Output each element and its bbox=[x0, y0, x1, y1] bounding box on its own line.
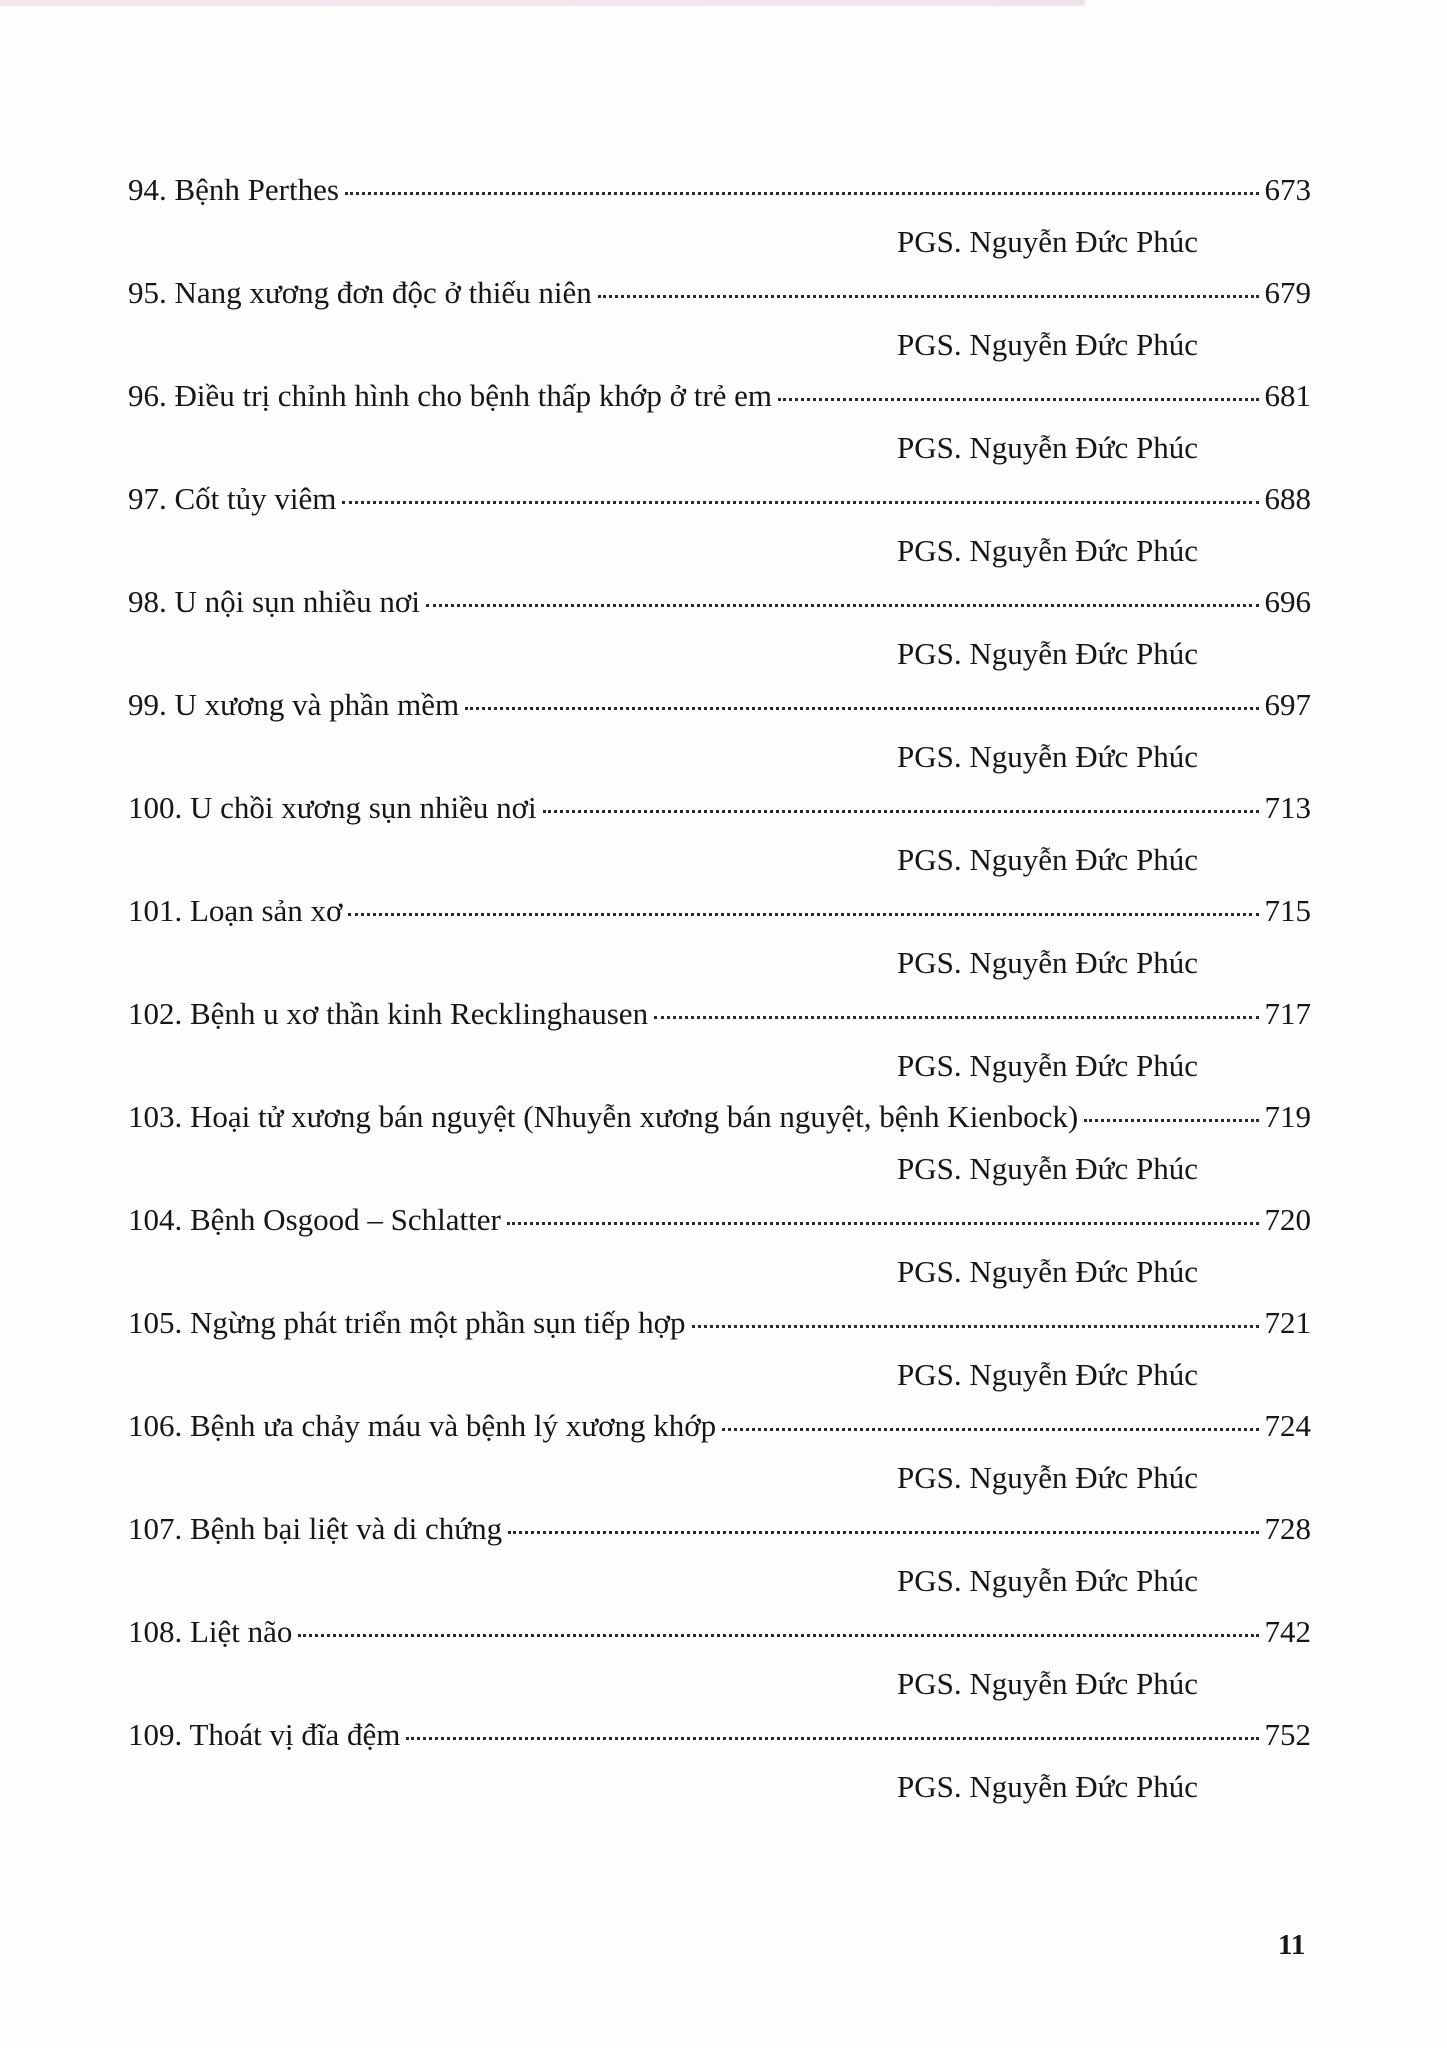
toc-entry-title-text: Bệnh ưa chảy máu và bệnh lý xương khớp bbox=[190, 1408, 717, 1443]
toc-entry-number: 95. bbox=[128, 275, 167, 310]
toc-entry-title-text: Cốt tủy viêm bbox=[174, 481, 337, 516]
toc-entry-title-text: Bệnh u xơ thần kinh Recklinghausen bbox=[190, 996, 649, 1031]
toc-entry bbox=[128, 1400, 1311, 1503]
toc-entry-number: 105. bbox=[128, 1305, 183, 1340]
toc-entry-line[interactable] bbox=[128, 473, 1311, 525]
toc-entry-author: PGS. Nguyễn Đức Phúc bbox=[897, 1769, 1198, 1804]
toc-entry-line[interactable] bbox=[128, 988, 1311, 1040]
toc-entry-line[interactable] bbox=[128, 679, 1311, 731]
toc-entry bbox=[128, 988, 1311, 1091]
toc-entry-line[interactable] bbox=[128, 885, 1311, 937]
toc-entry-author: PGS. Nguyễn Đức Phúc bbox=[897, 842, 1198, 877]
dot-leader bbox=[692, 1325, 1259, 1328]
toc-entry bbox=[128, 576, 1311, 679]
toc-entry-title bbox=[128, 1606, 292, 1658]
toc-entry-page: 728 bbox=[1264, 1511, 1311, 1546]
dot-leader bbox=[348, 913, 1258, 916]
toc-entry-title bbox=[128, 1503, 502, 1555]
toc-entry-title-text: Thoát vị đĩa đệm bbox=[189, 1717, 401, 1752]
toc-entry-line[interactable] bbox=[128, 370, 1311, 422]
toc-entry-number: 109. bbox=[128, 1717, 183, 1752]
toc-entry-author: PGS. Nguyễn Đức Phúc bbox=[897, 1563, 1198, 1598]
toc-entry bbox=[128, 1194, 1311, 1297]
dot-leader bbox=[543, 810, 1259, 813]
toc-entry-author: PGS. Nguyễn Đức Phúc bbox=[897, 1357, 1198, 1392]
toc-entry-number: 107. bbox=[128, 1511, 183, 1546]
toc-entry-number: 102. bbox=[128, 996, 183, 1031]
toc-entry-title bbox=[128, 1297, 686, 1349]
toc-entry-page: 696 bbox=[1264, 584, 1311, 619]
toc-entry-page: 720 bbox=[1264, 1202, 1311, 1237]
dot-leader bbox=[507, 1222, 1259, 1225]
toc-entry-title bbox=[128, 988, 648, 1040]
toc-entry-line[interactable] bbox=[128, 1709, 1311, 1761]
toc-entry-line[interactable] bbox=[128, 1606, 1311, 1658]
toc-entry-line[interactable] bbox=[128, 576, 1311, 628]
dot-leader bbox=[778, 398, 1258, 401]
toc-entry-title-text: U xương và phần mềm bbox=[174, 687, 460, 722]
toc-entry-page: 688 bbox=[1264, 481, 1311, 516]
page-number: 11 bbox=[1278, 1929, 1306, 1961]
toc-entry bbox=[128, 1297, 1311, 1400]
toc-entry-author: PGS. Nguyễn Đức Phúc bbox=[897, 1254, 1198, 1289]
toc-entry bbox=[128, 782, 1311, 885]
toc-entry-title-text: Hoại tử xương bán nguyệt (Nhuyễn xương bán nguyệt, bệnh Kienbock) bbox=[190, 1099, 1079, 1134]
toc-entry-number: 97. bbox=[128, 481, 167, 516]
toc-entry-page: 724 bbox=[1264, 1408, 1311, 1443]
toc-entry-title bbox=[128, 1194, 501, 1246]
toc-entry-page: 752 bbox=[1264, 1717, 1311, 1752]
toc-entry-line[interactable] bbox=[128, 1297, 1311, 1349]
toc-entry-title bbox=[128, 1400, 716, 1452]
toc-entry-number: 104. bbox=[128, 1202, 183, 1237]
dot-leader bbox=[342, 501, 1258, 504]
toc-entry-title-text: Ngừng phát triển một phần sụn tiếp hợp bbox=[190, 1305, 686, 1340]
toc-entry-title bbox=[128, 1091, 1078, 1143]
toc-entry-title bbox=[128, 679, 459, 731]
toc-entry-author: PGS. Nguyễn Đức Phúc bbox=[897, 533, 1198, 568]
toc-entry-page: 697 bbox=[1264, 687, 1311, 722]
toc-entry-title bbox=[128, 885, 342, 937]
toc-entry-author: PGS. Nguyễn Đức Phúc bbox=[897, 430, 1198, 465]
toc-entry-line[interactable] bbox=[128, 1503, 1311, 1555]
toc-entry-line[interactable] bbox=[128, 164, 1311, 216]
toc-entry-page: 719 bbox=[1264, 1099, 1311, 1134]
toc-entry-title-text: Bệnh Perthes bbox=[174, 172, 339, 207]
toc-entry bbox=[128, 1709, 1311, 1812]
toc-entry-number: 106. bbox=[128, 1408, 183, 1443]
toc-entry bbox=[128, 1503, 1311, 1606]
dot-leader bbox=[406, 1737, 1258, 1740]
dot-leader bbox=[654, 1016, 1258, 1019]
dot-leader bbox=[345, 192, 1259, 195]
dot-leader bbox=[465, 707, 1258, 710]
toc-entry-title bbox=[128, 370, 772, 422]
dot-leader bbox=[722, 1428, 1258, 1431]
toc-entry bbox=[128, 164, 1311, 267]
toc-entry bbox=[128, 1606, 1311, 1709]
toc-entry-title bbox=[128, 782, 537, 834]
toc-entry-author: PGS. Nguyễn Đức Phúc bbox=[897, 1666, 1198, 1701]
toc-entry-line[interactable] bbox=[128, 1194, 1311, 1246]
dot-leader bbox=[1084, 1119, 1258, 1122]
toc-entry-author: PGS. Nguyễn Đức Phúc bbox=[897, 224, 1198, 259]
dot-leader bbox=[598, 295, 1259, 298]
toc-entry-title bbox=[128, 267, 592, 319]
toc-entry-page: 713 bbox=[1264, 790, 1311, 825]
toc-entry-author: PGS. Nguyễn Đức Phúc bbox=[897, 636, 1198, 671]
toc-entry-title bbox=[128, 473, 336, 525]
toc-entry-title bbox=[128, 576, 420, 628]
toc-entry-number: 101. bbox=[128, 893, 183, 928]
toc-entry-number: 99. bbox=[128, 687, 167, 722]
toc-entry-number: 108. bbox=[128, 1614, 183, 1649]
toc-entry-page: 681 bbox=[1264, 378, 1311, 413]
toc-entry bbox=[128, 679, 1311, 782]
toc-entry-author: PGS. Nguyễn Đức Phúc bbox=[897, 327, 1198, 362]
toc-entry bbox=[128, 1091, 1311, 1194]
toc-entry-page: 717 bbox=[1264, 996, 1311, 1031]
toc-entry-number: 96. bbox=[128, 378, 167, 413]
toc-entry-number: 100. bbox=[128, 790, 183, 825]
toc-entry-author: PGS. Nguyễn Đức Phúc bbox=[897, 1460, 1198, 1495]
toc-entry-page: 673 bbox=[1264, 172, 1311, 207]
toc-entry-line[interactable] bbox=[128, 1400, 1311, 1452]
toc-entry-title-text: Bệnh bại liệt và di chứng bbox=[190, 1511, 503, 1546]
toc-entry-title-text: Điều trị chỉnh hình cho bệnh thấp khớp ở trẻ em bbox=[174, 378, 773, 413]
toc-entry-page: 715 bbox=[1264, 893, 1311, 928]
toc-entry-author: PGS. Nguyễn Đức Phúc bbox=[897, 739, 1198, 774]
toc-entry-title-text: Nang xương đơn độc ở thiếu niên bbox=[174, 275, 592, 310]
toc-entry-number: 98. bbox=[128, 584, 167, 619]
toc-entry-author: PGS. Nguyễn Đức Phúc bbox=[897, 1151, 1198, 1186]
scan-edge-strip bbox=[0, 0, 1085, 6]
toc-entry-line[interactable] bbox=[128, 782, 1311, 834]
toc-entry-page: 721 bbox=[1264, 1305, 1311, 1340]
toc-entry-title-text: U chồi xương sụn nhiều nơi bbox=[190, 790, 537, 825]
toc-entry-title bbox=[128, 164, 339, 216]
toc-entry-line[interactable] bbox=[128, 267, 1311, 319]
toc-entry-title-text: Liệt não bbox=[190, 1614, 293, 1649]
toc-entry bbox=[128, 370, 1311, 473]
toc-entry bbox=[128, 267, 1311, 370]
toc-entry-title-text: Loạn sản xơ bbox=[190, 893, 343, 928]
dot-leader bbox=[298, 1634, 1258, 1637]
dot-leader bbox=[426, 604, 1259, 607]
toc-entry-author: PGS. Nguyễn Đức Phúc bbox=[897, 1048, 1198, 1083]
dot-leader bbox=[508, 1531, 1258, 1534]
toc-entry-page: 742 bbox=[1264, 1614, 1311, 1649]
toc-entry-title-text: Bệnh Osgood – Schlatter bbox=[190, 1202, 501, 1237]
toc-entry-title-text: U nội sụn nhiều nơi bbox=[174, 584, 420, 619]
toc-entry-page: 679 bbox=[1264, 275, 1311, 310]
toc-entry bbox=[128, 473, 1311, 576]
toc-entry-line[interactable] bbox=[128, 1091, 1311, 1143]
toc-entry-title bbox=[128, 1709, 400, 1761]
toc-entry-author: PGS. Nguyễn Đức Phúc bbox=[897, 945, 1198, 980]
toc-entry-number: 94. bbox=[128, 172, 167, 207]
toc-entry bbox=[128, 885, 1311, 988]
toc-entry-number: 103. bbox=[128, 1099, 183, 1134]
table-of-contents bbox=[128, 164, 1311, 1812]
